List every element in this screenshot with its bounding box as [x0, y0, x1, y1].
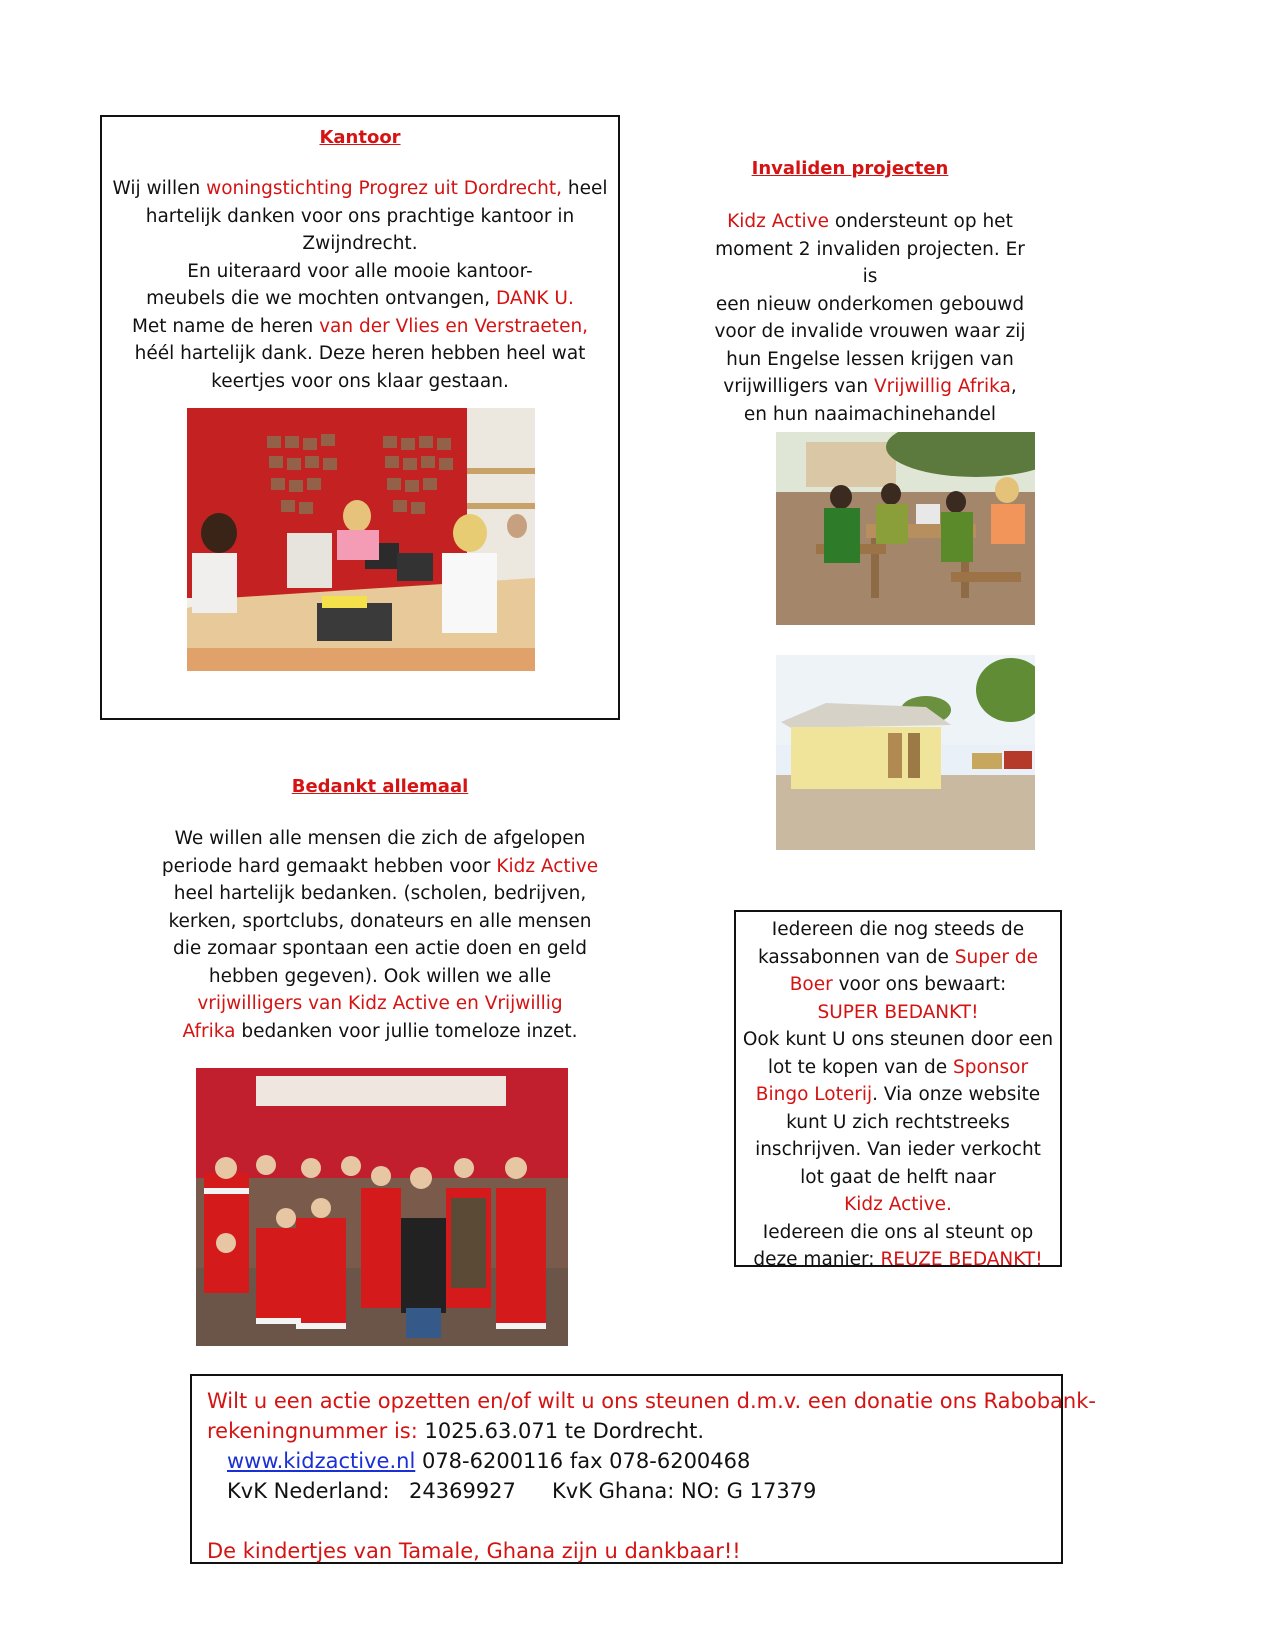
website-link[interactable]: www.kidzactive.nl	[227, 1449, 416, 1473]
kvk-ghana: KvK Ghana: NO: G 17379	[552, 1479, 817, 1503]
building-photo	[776, 655, 1035, 850]
footer-closing: De kindertjes van Tamale, Ghana zijn u dankbaar!!	[207, 1539, 741, 1563]
bedankt-text: We willen alle mensen die zich de afgelopen periode hard gemaakt hebben voor Kidz Active heel hartelijk bedanken. (scholen, bedrijven, kerken, sportclubs, donateurs en alle mensen die zomaar spontaan een actie doen en geld hebben gegeven). Ook willen we alle vrijwilligers van Kidz Active en Vrijwillig Afrika bedanken voor jullie tomeloze inzet.	[161, 828, 599, 1042]
kassabon-box	[734, 910, 1062, 1270]
kvk-nl-number: 24369927	[409, 1479, 516, 1503]
kassabon-text: Iedereen die nog steeds de kassabonnen van de Super de Boer voor ons bewaart: SUPER BEDANKT! Ook kunt U ons steunen door een lot te kopen van de Sponsor Bingo Loterij. Via onze website kunt U zich rechtstreeks inschrijven. Van ieder verkocht lot gaat de helft naar Kidz Active. Iedereen die ons al steunt op deze manier: REUZE BEDANKT!	[742, 919, 1054, 1270]
invaliden-text: Kidz Active ondersteunt op het moment 2 invaliden projecten. Er is een nieuw onderkomen gebouwd voor de invalide vrouwen waar zij hun Engelse lessen krijgen van vrijwilligers van Vrijwillig Afrika, en hun naaimachinehandel	[714, 211, 1026, 425]
kantoor-heading: Kantoor	[319, 127, 401, 148]
santa-group-photo	[196, 1068, 568, 1346]
invaliden-heading: Invaliden projecten	[751, 158, 949, 179]
footer-box	[190, 1374, 1096, 1564]
women-project-photo	[776, 432, 1035, 625]
kvk-nl-label: KvK Nederland:	[227, 1479, 390, 1503]
office-photo	[187, 408, 535, 671]
kantoor-text: Wij willen woningstichting Progrez uit Dordrecht, heel hartelijk danken voor ons prachtige kantoor in Zwijndrecht. En uiteraard voor alle mooie kantoor- meubels die we mochten ontvangen, DANK U. Met name de heren van der Vlies en Verstraeten, héél hartelijk dank. Deze heren hebben heel wat keertjes voor ons klaar gestaan.	[112, 178, 608, 392]
bedankt-heading: Bedankt allemaal	[291, 776, 469, 797]
footer-text: Wilt u een actie opzetten en/of wilt u ons steunen d.m.v. een donatie ons Rabobank- rekeningnummer is: 1025.63.071 te Dordrecht. www.kidzactive.nl 078-6200116 fax 078-6200468 KvK Nederland: 24369927 KvK Ghana: NO: G 17379 De kindertjes van Tamale, Ghana zijn u dankbaar!!	[207, 1386, 1057, 1566]
kantoor-box	[100, 115, 620, 720]
